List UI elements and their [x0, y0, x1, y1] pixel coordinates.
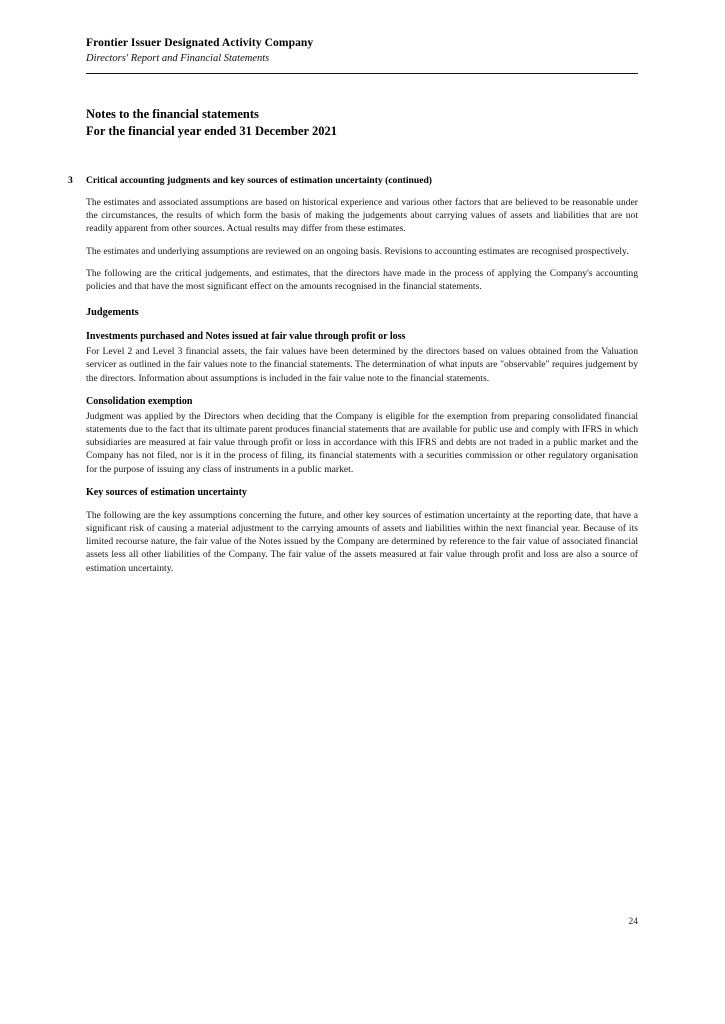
note-number: 3: [68, 175, 73, 186]
key-sources-body: The following are the key assumptions concerning the future, and other key sources of estimation uncertainty at the reporting date, that have a significant risk of causing a material adjustment to the carrying amounts of assets and liabilities within the next financial year. Because of its limited recourse nature, the fair value of the Notes issued by the Company are determined by reference to the fair value of associated financial assets less all other liabilities of the Company. The fair value of the assets measured at fair value through profit and loss are also a source of estimation uncertainty.: [86, 509, 638, 574]
running-header: [86, 36, 638, 66]
key-sources-section-heading: Key sources of estimation uncertainty: [86, 486, 247, 498]
intro-paragraph-3: The following are the critical judgements, and estimates, that the directors have made in the process of applying the Company's accounting policies and that have the most significant effect on the amounts recognised in the financial statements.: [86, 267, 638, 293]
note-heading-text: Critical accounting judgments and key sources of estimation uncertainty (continued): [86, 175, 432, 186]
subsection-heading-consolidation: Consolidation exemption: [86, 395, 193, 407]
note-body: [86, 196, 638, 575]
document-subtitle: Directors' Report and Financial Statements: [86, 53, 270, 64]
subsection-body-consolidation: Judgment was applied by the Directors when deciding that the Company is eligible for the exemption from preparing consolidated financial statements due to the fact that its ultimate parent produces financial statements that are available for public use and comply with IFRS in which subsidiaries are measured at fair value through profit or loss in accordance with this IFRS and debts are not traded in a public market and the Company has not filed, nor is it in the process of filing, its financial statements with a securities commission or other regulatory organisation for the purpose of issuing any class of instruments in a public market.: [86, 410, 638, 475]
intro-paragraph-2: The estimates and underlying assumptions are reviewed on an ongoing basis. Revisions to accounting estimates are recognised prospectively.: [86, 245, 629, 257]
page-number: 24: [628, 917, 638, 927]
page-title-line-2: For the financial year ended 31 December 2021: [86, 124, 338, 138]
company-name: Frontier Issuer Designated Activity Company: [86, 37, 314, 49]
note-heading: [68, 174, 640, 188]
judgements-section-heading: Judgements: [86, 307, 139, 319]
page-title-line-1: Notes to the financial statements: [86, 107, 259, 121]
page-title: [86, 106, 638, 140]
subsection-body-investments: For Level 2 and Level 3 financial assets, the fair values have been determined by the directors based on values obtained from the Valuation servicer as outlined in the fair values note to the financial statements. The determination of what inputs are "observable" requires judgement by the directors. Information about assumptions is included in the fair value note to the financial statements.: [86, 346, 638, 384]
intro-paragraph-1: The estimates and associated assumptions are based on historical experience and various other factors that are believed to be reasonable under the circumstances, the results of which form the basis of making the judgements about carrying values of assets and liabilities that are not readily apparent from other sources. Actual results may differ from these estimates.: [86, 197, 638, 235]
header-divider: [86, 73, 638, 74]
subsection-heading-investments: Investments purchased and Notes issued at fair value through profit or loss: [86, 331, 406, 343]
